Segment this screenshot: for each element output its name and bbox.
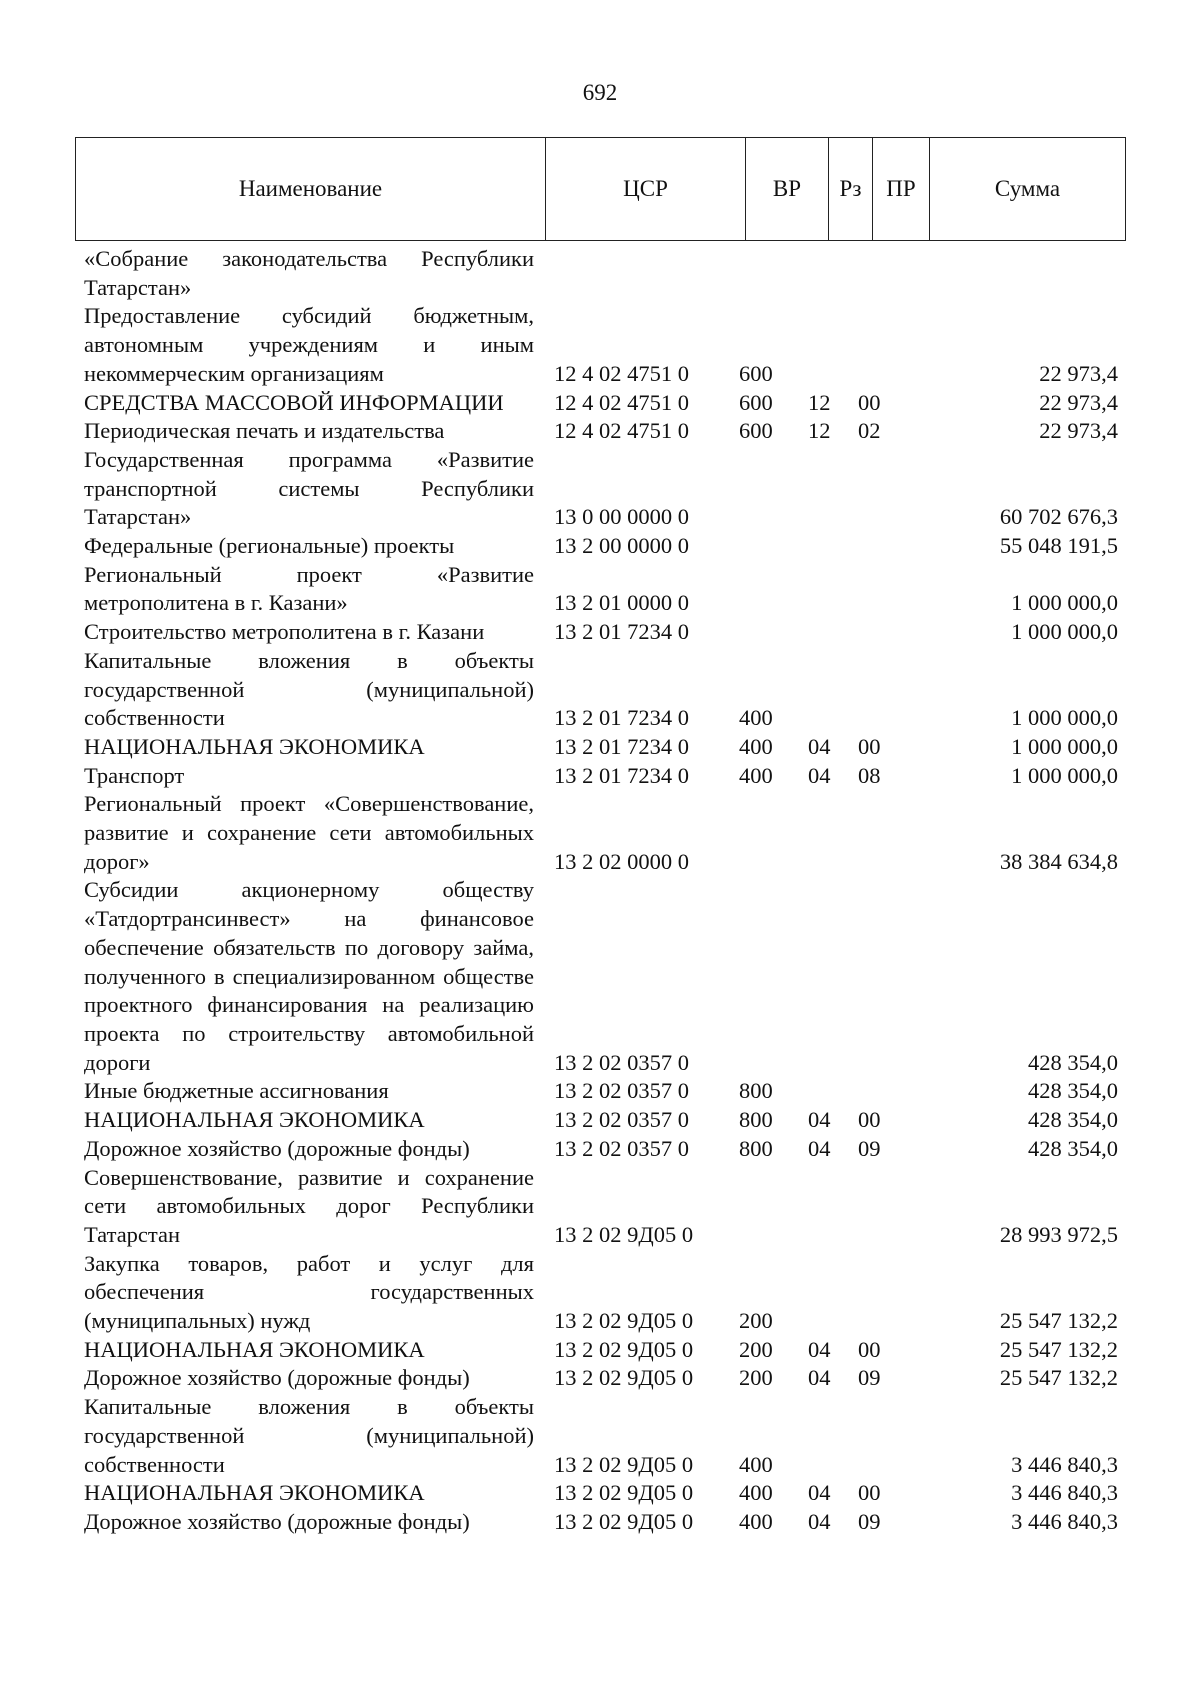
- table-body: [84, 245, 1126, 1537]
- row-csr: 13 2 02 9Д05 0: [554, 1336, 694, 1362]
- row-csr: 13 2 02 0357 0: [554, 1078, 689, 1104]
- row-name: НАЦИОНАЛЬНАЯ ЭКОНОМИКА: [84, 1107, 425, 1133]
- row-sum: 1 000 000,0: [1011, 590, 1118, 616]
- row-name: «Собрание законодательства Республики Татарстан»: [84, 246, 534, 300]
- row-vr: 400: [739, 733, 773, 759]
- row-name: Капитальные вложения в объекты государственной (муниципальной) собственности: [84, 647, 534, 731]
- row-sum: 22 973,4: [1039, 360, 1118, 386]
- table-row: [84, 532, 1126, 561]
- row-name: Периодическая печать и издательства: [84, 418, 445, 444]
- row-name: НАЦИОНАЛЬНАЯ ЭКОНОМИКА: [84, 733, 425, 759]
- row-csr: 12 4 02 4751 0: [554, 418, 689, 444]
- row-sum: 60 702 676,3: [999, 504, 1118, 530]
- row-csr: 12 4 02 4751 0: [554, 360, 689, 386]
- table-row: [84, 302, 1126, 388]
- table-row: [84, 733, 1126, 762]
- row-vr: 800: [739, 1107, 773, 1133]
- header-name: Наименование: [76, 138, 546, 240]
- row-csr: 13 2 01 7234 0: [554, 619, 689, 645]
- row-vr: 400: [739, 705, 773, 731]
- table-row: [84, 417, 1126, 446]
- row-csr: 13 2 02 0357 0: [554, 1107, 689, 1133]
- table-row: [84, 647, 1126, 733]
- header-rz: Рз: [829, 138, 873, 240]
- row-vr: 200: [739, 1365, 773, 1391]
- row-pr: 09: [858, 1135, 881, 1161]
- row-name: Региональный проект «Совершенствование, развитие и сохранение сети автомобильных дорог»: [84, 791, 534, 874]
- row-sum: 3 446 840,3: [1011, 1451, 1118, 1477]
- row-name: Субсидии акционерному обществу «Татдортрансинвест» на финансовое обеспечение обязательств по договору займа, полученного в специализированном обществе проектного финансирования на реализацию проекта по строительству автомобильной дороги: [84, 877, 534, 1075]
- row-rz: 04: [808, 1508, 831, 1534]
- row-name: Дорожное хозяйство (дорожные фонды): [84, 1135, 470, 1161]
- row-pr: 08: [858, 762, 881, 788]
- header-vr: ВР: [746, 138, 829, 240]
- table-row: [84, 618, 1126, 647]
- row-csr: 13 2 01 0000 0: [554, 590, 689, 616]
- table-row: [84, 762, 1126, 791]
- row-csr: 13 2 02 9Д05 0: [554, 1308, 694, 1334]
- table-row: [84, 1250, 1126, 1336]
- row-name: СРЕДСТВА МАССОВОЙ ИНФОРМАЦИИ: [84, 389, 504, 415]
- row-rz: 04: [808, 1135, 831, 1161]
- row-sum: 25 547 132,2: [999, 1308, 1118, 1334]
- row-rz: 04: [808, 1336, 831, 1362]
- header-csr: ЦСР: [546, 138, 746, 240]
- row-pr: 00: [858, 1336, 881, 1362]
- row-csr: 13 2 02 0000 0: [554, 848, 689, 874]
- row-vr: 800: [739, 1135, 773, 1161]
- row-rz: 04: [808, 1107, 831, 1133]
- row-csr: 13 2 02 9Д05 0: [554, 1480, 694, 1506]
- row-name: Капитальные вложения в объекты государственной (муниципальной) собственности: [84, 1394, 534, 1477]
- row-pr: 02: [858, 418, 881, 444]
- row-sum: 3 446 840,3: [1011, 1480, 1118, 1506]
- row-vr: 200: [739, 1308, 773, 1334]
- row-sum: 55 048 191,5: [999, 533, 1118, 559]
- row-sum: 428 354,0: [1028, 1135, 1118, 1161]
- row-sum: 428 354,0: [1028, 1049, 1118, 1075]
- row-rz: 04: [808, 1365, 831, 1391]
- row-sum: 1 000 000,0: [1011, 733, 1118, 759]
- table-row: [84, 790, 1126, 876]
- table-row: [84, 876, 1126, 1077]
- row-sum: 25 547 132,2: [999, 1365, 1118, 1391]
- row-vr: 600: [739, 360, 773, 386]
- row-sum: 3 446 840,3: [1011, 1508, 1118, 1534]
- row-name: НАЦИОНАЛЬНАЯ ЭКОНОМИКА: [84, 1480, 425, 1506]
- row-sum: 25 547 132,2: [999, 1336, 1118, 1362]
- row-csr: 13 2 01 7234 0: [554, 762, 689, 788]
- row-csr: 13 2 00 0000 0: [554, 533, 689, 559]
- row-csr: 13 2 02 0357 0: [554, 1135, 689, 1161]
- row-csr: 12 4 02 4751 0: [554, 389, 689, 415]
- row-sum: 1 000 000,0: [1011, 705, 1118, 731]
- row-csr: 13 2 01 7234 0: [554, 705, 689, 731]
- row-vr: 400: [739, 1451, 773, 1477]
- row-rz: 04: [808, 762, 831, 788]
- header-sum: Сумма: [994, 176, 1061, 201]
- row-name: Дорожное хозяйство (дорожные фонды): [84, 1365, 470, 1391]
- row-pr: 00: [858, 1107, 881, 1133]
- row-csr: 13 2 02 9Д05 0: [554, 1365, 694, 1391]
- row-csr: 13 2 01 7234 0: [554, 733, 689, 759]
- row-rz: 12: [808, 418, 831, 444]
- row-name: Совершенствование, развитие и сохранение сети автомобильных дорог Республики Татарстан: [84, 1164, 534, 1247]
- row-pr: 00: [858, 389, 881, 415]
- row-sum: 428 354,0: [1028, 1078, 1118, 1104]
- row-rz: 12: [808, 389, 831, 415]
- row-name: Строительство метрополитена в г. Казани: [84, 619, 485, 645]
- row-rz: 04: [808, 733, 831, 759]
- row-pr: 00: [858, 733, 881, 759]
- row-sum: 28 993 972,5: [999, 1221, 1118, 1247]
- table-row: [84, 561, 1126, 618]
- row-vr: 400: [739, 762, 773, 788]
- row-name: Дорожное хозяйство (дорожные фонды): [84, 1508, 470, 1534]
- row-sum: 428 354,0: [1028, 1107, 1118, 1133]
- row-vr: 200: [739, 1336, 773, 1362]
- row-csr: 13 0 00 0000 0: [554, 504, 689, 530]
- page-number: 692: [582, 80, 618, 105]
- table-header: [75, 137, 1126, 241]
- row-vr: 800: [739, 1078, 773, 1104]
- row-name: Региональный проект «Развитие метрополитена в г. Казани»: [84, 561, 534, 616]
- table-row: [84, 389, 1126, 418]
- row-csr: 13 2 02 9Д05 0: [554, 1221, 694, 1247]
- row-name: Транспорт: [84, 762, 185, 788]
- row-sum: 38 384 634,8: [999, 848, 1118, 874]
- table-row: [84, 1164, 1126, 1250]
- row-name: Предоставление субсидий бюджетным, автономным учреждениям и иным некоммерческим организациям: [84, 303, 534, 386]
- table-row: [84, 446, 1126, 532]
- row-csr: 13 2 02 9Д05 0: [554, 1451, 694, 1477]
- table-row: [84, 245, 1126, 302]
- row-name: Федеральные (региональные) проекты: [84, 533, 455, 559]
- row-csr: 13 2 02 0357 0: [554, 1049, 689, 1075]
- table-row: [84, 1479, 1126, 1508]
- table-row: [84, 1364, 1126, 1393]
- row-name: Иные бюджетные ассигнования: [84, 1078, 389, 1104]
- row-name: Закупка товаров, работ и услуг для обеспечения государственных (муниципальных) нужд: [84, 1250, 534, 1334]
- row-pr: 09: [858, 1508, 881, 1534]
- row-vr: 400: [739, 1508, 773, 1534]
- row-vr: 600: [739, 389, 773, 415]
- row-pr: 09: [858, 1365, 881, 1391]
- row-sum: 22 973,4: [1039, 389, 1118, 415]
- row-vr: 600: [739, 418, 773, 444]
- header-pr: ПР: [873, 138, 930, 240]
- row-sum: 1 000 000,0: [1011, 619, 1118, 645]
- row-rz: 04: [808, 1480, 831, 1506]
- table-row: [84, 1508, 1126, 1537]
- row-name: НАЦИОНАЛЬНАЯ ЭКОНОМИКА: [84, 1336, 425, 1362]
- row-sum: 1 000 000,0: [1011, 762, 1118, 788]
- row-vr: 400: [739, 1480, 773, 1506]
- row-pr: 00: [858, 1480, 881, 1506]
- table-row: [84, 1336, 1126, 1365]
- row-name: Государственная программа «Развитие транспортной системы Республики Татарстан»: [84, 446, 534, 530]
- table-row: [84, 1106, 1126, 1135]
- table-row: [84, 1077, 1126, 1106]
- table-row: [84, 1393, 1126, 1479]
- row-csr: 13 2 02 9Д05 0: [554, 1508, 694, 1534]
- row-sum: 22 973,4: [1039, 418, 1118, 444]
- table-row: [84, 1135, 1126, 1164]
